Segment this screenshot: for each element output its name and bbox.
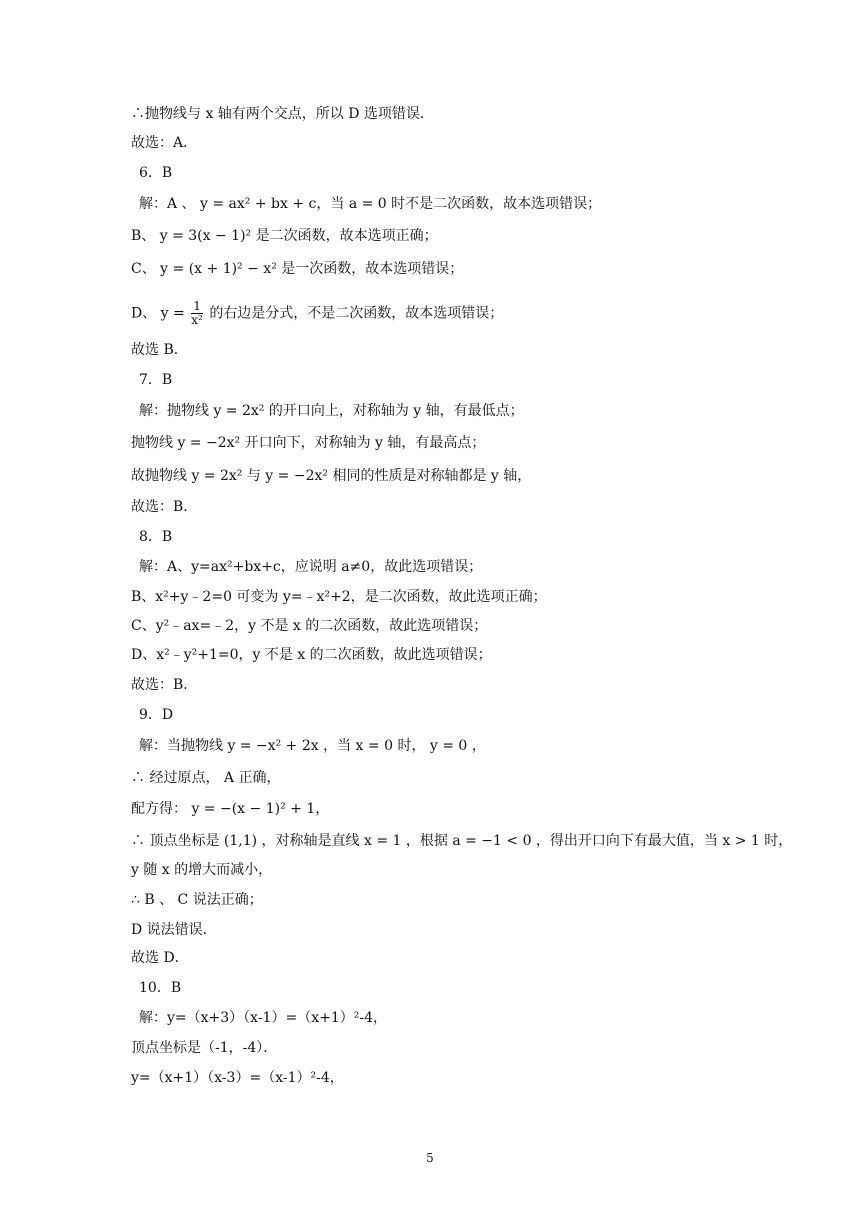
- text-line: 解：y=（x+3）（x-1）=（x+1）²-4，: [139, 1010, 387, 1026]
- fraction-prefix: D、 y =: [131, 305, 185, 322]
- text-line: B、x²+y﹣2=0 可变为 y=﹣x²+2，是二次函数，故此选项正确；: [131, 589, 547, 605]
- text-line: ∴ 经过原点， A 正确，: [131, 770, 281, 786]
- text-line: 故选：A．: [131, 135, 198, 151]
- text-line: ∴ 顶点坐标是 (1,1) ，对称轴是直线 x = 1 ，根据 a = −1 < 0 ，得出开口向下有最大值，当 x > 1 时，: [131, 833, 793, 849]
- question-number: 7．B: [139, 372, 173, 388]
- text-line: C、 y = (x + 1)² − x² 是一次函数，故本选项错误；: [131, 261, 464, 277]
- text-line: 解：当抛物线 y = −x² + 2x ，当 x = 0 时， y = 0 ，: [139, 738, 486, 754]
- text-line: B、 y = 3(x − 1)² 是二次函数，故本选项正确；: [131, 228, 438, 244]
- text-line: 故选 D．: [131, 950, 189, 966]
- text-line: 故选：B．: [131, 499, 198, 515]
- text-line: C、y²﹣ax=﹣2，y 不是 x 的二次函数，故此选项错误；: [131, 618, 488, 634]
- text-line: ∴ B 、 C 说法正确；: [131, 892, 263, 908]
- fraction: [191, 300, 203, 327]
- fraction-suffix: 的右边是分式，不是二次函数，故本选项错误；: [209, 305, 504, 322]
- text-line: 故选：B．: [131, 677, 198, 693]
- text-line: 故抛物线 y = 2x² 与 y = −2x² 相同的性质是对称轴都是 y 轴，: [131, 468, 532, 484]
- question-number: 8．B: [139, 529, 173, 545]
- question-number: 10．B: [139, 980, 182, 996]
- text-line: ∴抛物线与 x 轴有两个交点，所以 D 选项错误．: [131, 106, 434, 122]
- text-line: D 说法错误．: [131, 922, 217, 938]
- text-line: y 随 x 的增大而减小，: [131, 862, 273, 878]
- text-line: 配方得： y = −(x − 1)² + 1，: [131, 801, 330, 817]
- fraction-numerator: 1: [193, 299, 201, 313]
- text-line: D、x²﹣y²+1=0，y 不是 x 的二次函数，故此选项错误；: [131, 647, 492, 663]
- text-line: y=（x+1）（x-3）=（x-1）²-4，: [131, 1070, 344, 1086]
- page-number: 5: [426, 1151, 434, 1165]
- text-line-fraction: [131, 300, 503, 327]
- text-line: 解：A 、 y = ax² + bx + c，当 a = 0 时不是二次函数，故本选项错误；: [139, 196, 602, 212]
- text-line: 抛物线 y = −2x² 开口向下，对称轴为 y 轴，有最高点；: [131, 435, 486, 451]
- text-line: 顶点坐标是（-1，-4）．: [131, 1040, 278, 1056]
- fraction-denominator: x²: [191, 313, 203, 327]
- text-line: 故选 B．: [131, 342, 188, 358]
- text-line: 解：抛物线 y = 2x² 的开口向上，对称轴为 y 轴，有最低点；: [139, 403, 524, 419]
- question-number: 9．D: [139, 707, 174, 723]
- question-number: 6．B: [139, 165, 173, 181]
- text-line: 解：A、y=ax²+bx+c，应说明 a≠0，故此选项错误；: [139, 559, 483, 575]
